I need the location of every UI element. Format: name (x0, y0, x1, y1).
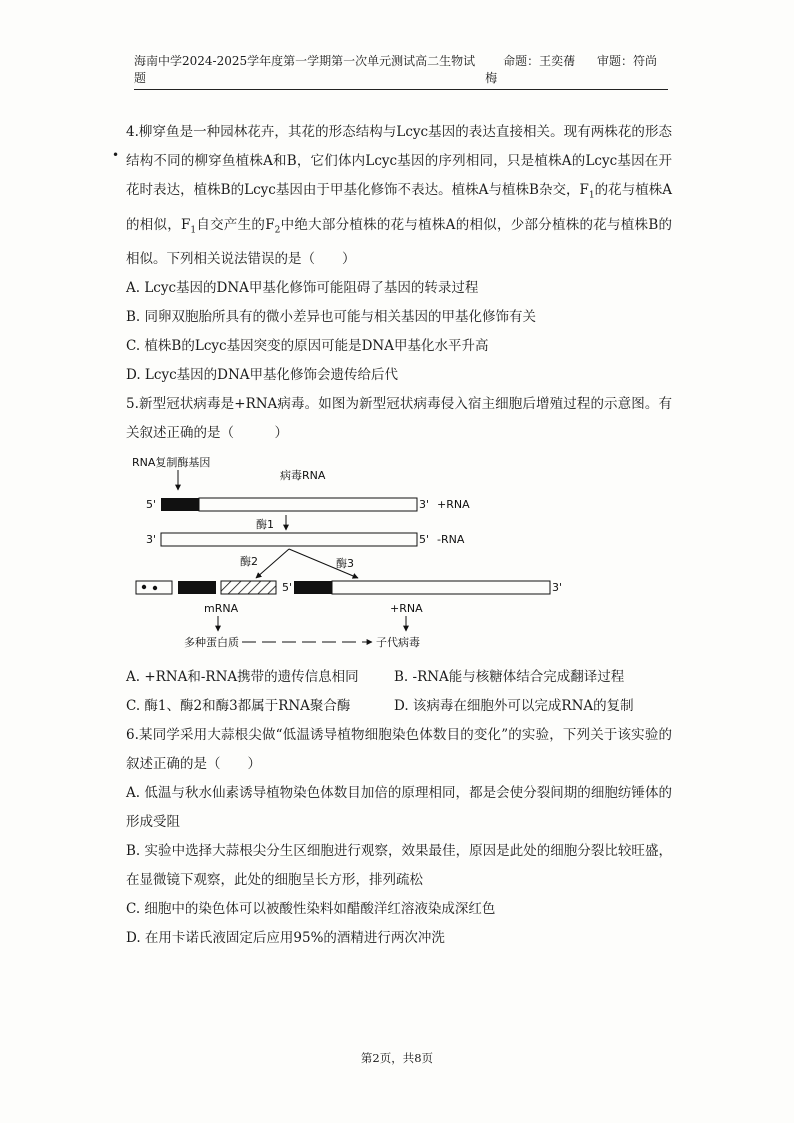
progeny-virus-label: 子代病毒 (376, 636, 420, 650)
enzyme2-label: 酶2 (240, 555, 258, 569)
q4-option-d: D. Lcyc基因的DNA甲基化修饰会遗传给后代 (126, 367, 399, 384)
q4-option-b: B. 同卵双胞胎所具有的微小差异也可能与相关基因的甲基化修饰有关 (126, 309, 537, 326)
plus-rna-strand (199, 498, 417, 511)
q5-option-c: C. 酶1、酶2和酶3都属于RNA聚合酶 (126, 698, 351, 715)
q6-option-a: A. 低温与秋水仙素诱导植物染色体数目加倍的原理相同，都是会使分裂间期的细胞纺锤体的形成受阻 (126, 785, 672, 831)
q6-option-d: D. 在用卡诺氏液固定后应用95%的酒精进行两次冲洗 (126, 930, 445, 947)
mrna-segment-3 (221, 581, 276, 594)
virus-replication-diagram (126, 448, 672, 663)
proteins-label: 多种蛋白质 (184, 636, 239, 650)
mrna-segment-2 (178, 581, 216, 594)
setter: 命题：王奕蒨 (503, 54, 576, 68)
new-strand-3prime: 3' (552, 581, 563, 595)
minus-rna-label: -RNA (437, 533, 465, 547)
plus-rna-label: +RNA (437, 498, 470, 512)
mrna-dot-2 (153, 586, 157, 590)
margin-dot: • (112, 148, 120, 162)
enzyme3-label: 酶3 (336, 557, 354, 571)
minus-strand-3prime: 3' (146, 533, 157, 547)
q6-option-b: B. 实验中选择大蒜根尖分生区细胞进行观察，效果最佳，原因是此处的细胞分裂比较旺盛，在显微镜下观察，此处的细胞呈长方形，排列疏松 (126, 843, 672, 889)
exam-title: 海南中学2024-2025学年度第一学期第一次单元测试高二生物试题 (134, 54, 476, 85)
q4-stem: 4.柳穿鱼是一种园林花卉，其花的形态结构与Lcyc基因的表达直接相关。现有两株花的形态结构不同的柳穿鱼植株A和B，它们体内Lcyc基因的序列相同，只是植株A的Lcyc基因在开花时表达，植株B的Lcyc基因由于甲基化修饰不表达。植株A与植株B杂交，$F_1$的花与植株A的相似，$F_1$自交产生的$F_2$中绝大部分植株的花与植株A的相似，少部分植株的花与植株B的相似。下列相关说法错误的是（ ） (126, 124, 673, 268)
enzyme2-arrow (256, 549, 289, 578)
new-strand-gene-segment (294, 581, 332, 594)
q5-options-row-1 (126, 663, 672, 692)
mrna-label: mRNA (204, 602, 239, 616)
q4-option-a: A. Lcyc基因的DNA甲基化修饰可能阻碍了基因的转录过程 (126, 280, 479, 297)
q5-option-b: B. -RNA能与核糖体结合完成翻译过程 (394, 669, 625, 686)
q6-stem: 6.某同学采用大蒜根尖做“低温诱导植物细胞染色体数目的变化”的实验，下列关于该实验的叙述正确的是（ ） (126, 727, 672, 773)
exam-signatures (485, 52, 668, 86)
plus-strand-3prime: 3' (419, 498, 430, 512)
reviewer: 审题：符尚梅 (485, 54, 658, 85)
new-plus-rna-label: +RNA (390, 602, 423, 616)
label-virus-rna: 病毒RNA (280, 469, 326, 483)
q5-stem: 5.新型冠状病毒是+RNA病毒。如图为新型冠状病毒侵入宿主细胞后增殖过程的示意图。有关叙述正确的是（ ） (126, 396, 672, 442)
q6-option-c: C. 细胞中的染色体可以被酸性染料如醋酸洋红溶液染成深红色 (126, 901, 496, 918)
label-rna-replicase-gene: RNA复制酶基因 (132, 456, 211, 470)
page-content (126, 118, 672, 953)
enzyme1-label: 酶1 (256, 518, 274, 532)
minus-rna-strand (161, 533, 417, 546)
replicase-gene-segment (161, 498, 199, 511)
minus-strand-5prime: 5' (419, 533, 430, 547)
new-plus-rna-strand (332, 581, 550, 594)
q5-option-d: D. 该病毒在细胞外可以完成RNA的复制 (394, 698, 634, 715)
q5-options-row-2 (126, 692, 672, 721)
page-footer: 第2页，共8页 (360, 1051, 434, 1065)
mrna-dot-1 (142, 585, 146, 589)
q4-option-c: C. 植株B的Lcyc基因突变的原因可能是DNA甲基化水平升高 (126, 338, 489, 355)
page-header (134, 52, 668, 90)
plus-strand-5prime: 5' (146, 498, 157, 512)
q5-option-a: A. +RNA和-RNA携带的遗传信息相同 (126, 669, 359, 686)
new-strand-5prime: 5' (282, 581, 293, 595)
